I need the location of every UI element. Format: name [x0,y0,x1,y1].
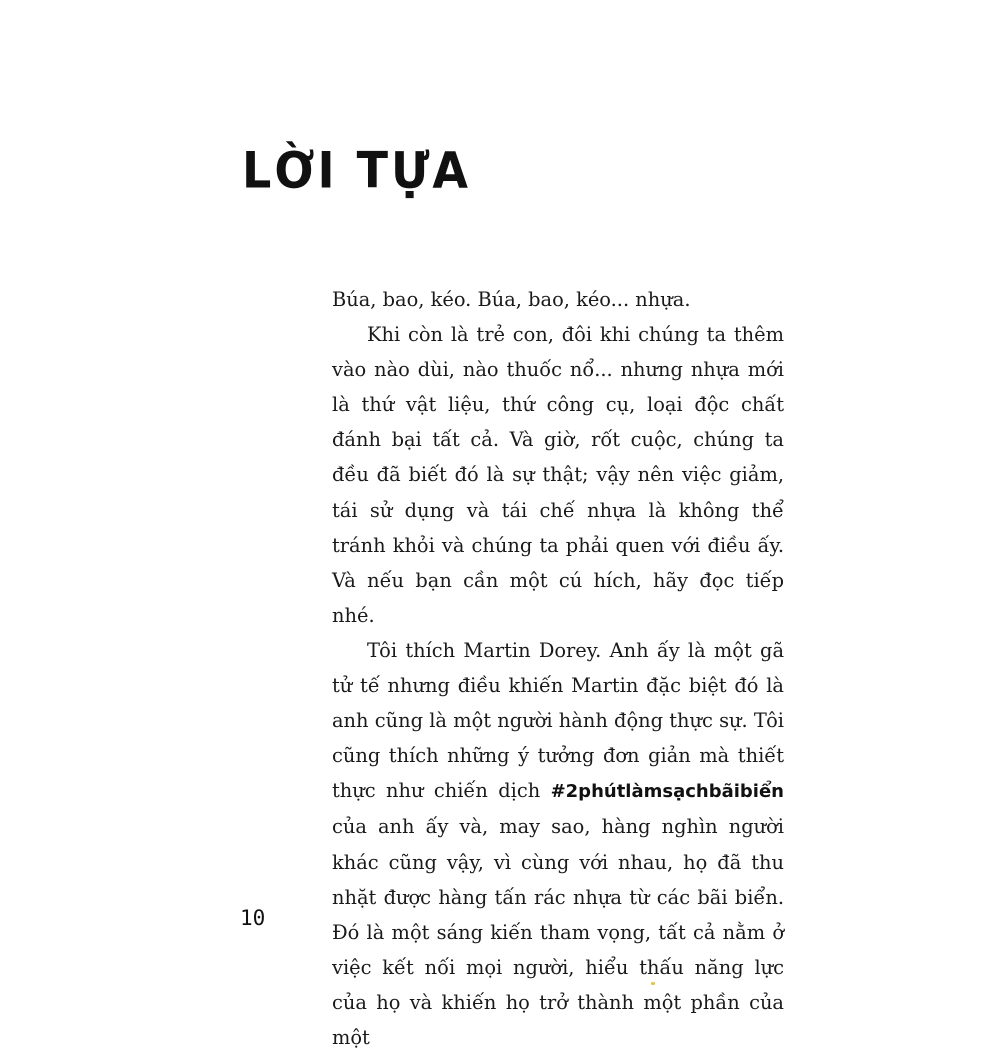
campaign-hashtag: #2phútlàmsạchbãibiển [550,781,784,803]
paragraph-3-text-end: của anh ấy và, may sao, hàng nghìn người khác cũng vậy, vì cùng với nhau, họ đã thu nhặt được hàng tấn rác nhựa từ các bãi biển. Đó là một sáng kiến tham vọng, tất cả nằm ở việc kết nối mọi người, hiểu thấu năng lực của họ và khiến họ trở thành một phần của một [332,815,784,1049]
paragraph-3 [332,633,784,1055]
print-speck [651,982,655,985]
paragraph-2: Khi còn là trẻ con, đôi khi chúng ta thêm vào nào dùi, nào thuốc nổ... nhưng nhựa mới là thứ vật liệu, thứ công cụ, loại độc chất đánh bại tất cả. Và giờ, rốt cuộc, chúng ta đều đã biết đó là sự thật; vậy nên việc giảm, tái sử dụng và tái chế nhựa là không thể tránh khỏi và chúng ta phải quen với điều ấy. Và nếu bạn cần một cú hích, hãy đọc tiếp nhé. [332,323,784,627]
body-text [332,282,784,1055]
page-number: 10 [240,906,266,930]
chapter-title: LỜI TỰA [242,141,472,200]
paragraph-1: Búa, bao, kéo. Búa, bao, kéo... nhựa. [332,288,691,311]
paragraph-3-text-start: Tôi thích Martin Dorey. Anh ấy là một gã tử tế nhưng điều khiến Martin đặc biệt đó là anh cũng là một người hành động thực sự. Tôi cũng thích những ý tưởng đơn giản mà thiết thực như chiến dịch [332,638,784,803]
